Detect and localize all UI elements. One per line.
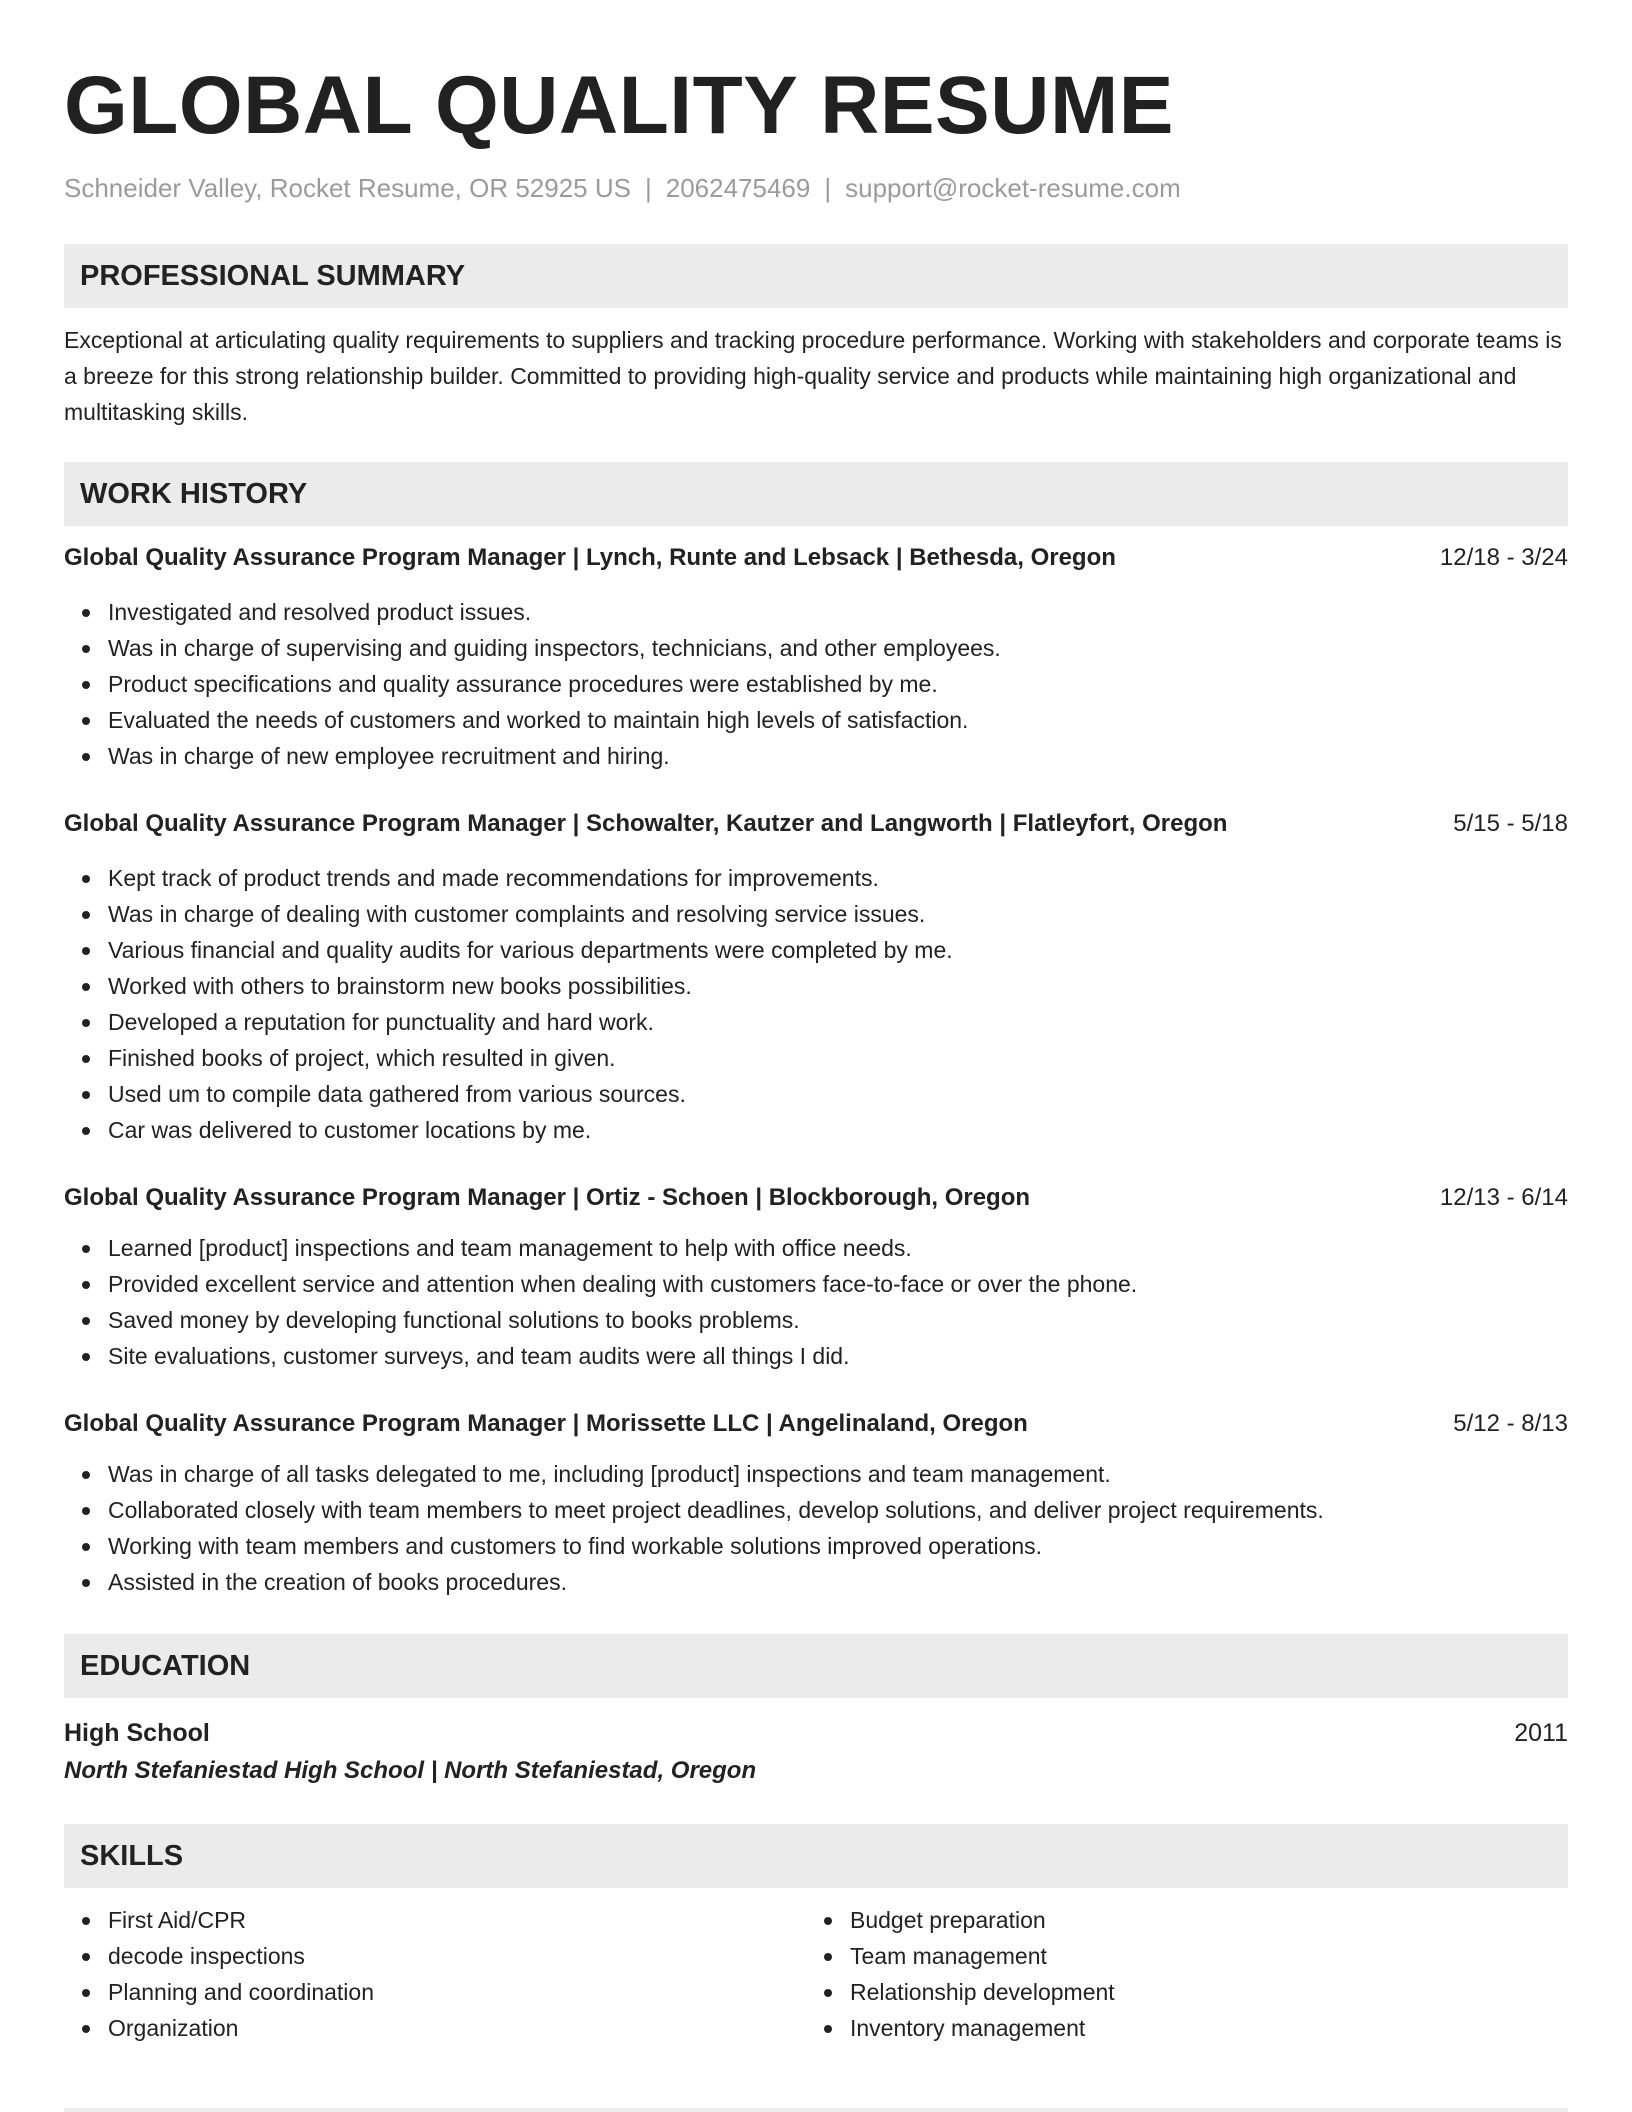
resume-page <box>64 0 1568 2046</box>
education-school: North Stefaniestad High School | North Stefaniestad, Oregon <box>64 1757 757 1784</box>
job-entry <box>64 806 1568 1148</box>
education-degree: High School <box>64 1719 210 1747</box>
job-bullets <box>64 594 1568 774</box>
list-item: Kept track of product trends and made recommendations for improvements. <box>64 860 1568 896</box>
list-item: Developed a reputation for punctuality and hard work. <box>64 1004 1568 1040</box>
list-item: Various financial and quality audits for various departments were completed by me. <box>64 932 1568 968</box>
contact-phone: 2062475469 <box>665 173 811 203</box>
section-divider <box>64 2108 1568 2112</box>
list-item: Inventory management <box>806 2010 1548 2046</box>
list-item: Was in charge of dealing with customer complaints and resolving service issues. <box>64 896 1568 932</box>
summary-text: Exceptional at articulating quality requirements to suppliers and tracking procedure performance. Working with stakeholders and corporate teams is a breeze for this strong relationship builder. Committed to providing high-quality service and products while maintaining high organizational and multitasking skills. <box>64 327 1562 425</box>
job-title: Global Quality Assurance Program Manager | Morissette LLC | Angelinaland, Oregon <box>64 1410 1028 1437</box>
section-header-education: EDUCATION <box>64 1634 1568 1698</box>
list-item: Working with team members and customers to find workable solutions improved operations. <box>64 1528 1568 1564</box>
job-title: Global Quality Assurance Program Manager | Ortiz - Schoen | Blockborough, Oregon <box>64 1184 1031 1211</box>
list-item: decode inspections <box>64 1938 806 1974</box>
list-item: Site evaluations, customer surveys, and team audits were all things I did. <box>64 1338 1568 1374</box>
skills-list <box>64 1902 1568 2046</box>
list-item: Collaborated closely with team members to meet project deadlines, develop solutions, and deliver project requirements. <box>64 1492 1568 1528</box>
list-item: Worked with others to brainstorm new books possibilities. <box>64 968 1568 1004</box>
job-dates: 5/12 - 8/13 <box>1453 1410 1568 1437</box>
job-title: Global Quality Assurance Program Manager | Lynch, Runte and Lebsack | Bethesda, Oregon <box>64 544 1116 571</box>
job-bullets <box>64 1456 1568 1600</box>
job-dates: 5/15 - 5/18 <box>1453 810 1568 837</box>
contact-line <box>64 170 1568 206</box>
list-item: Saved money by developing functional solutions to books problems. <box>64 1302 1568 1338</box>
resume-title: GLOBAL QUALITY RESUME <box>64 60 1174 151</box>
list-item: Was in charge of all tasks delegated to me, including [product] inspections and team management. <box>64 1456 1568 1492</box>
list-item: Used um to compile data gathered from various sources. <box>64 1076 1568 1112</box>
list-item: Team management <box>806 1938 1548 1974</box>
list-item: Organization <box>64 2010 806 2046</box>
list-item: Provided excellent service and attention when dealing with customers face-to-face or over the phone. <box>64 1266 1568 1302</box>
list-item: Assisted in the creation of books procedures. <box>64 1564 1568 1600</box>
list-item: First Aid/CPR <box>64 1902 806 1938</box>
list-item: Learned [product] inspections and team management to help with office needs. <box>64 1230 1568 1266</box>
list-item: Budget preparation <box>806 1902 1548 1938</box>
list-item: Investigated and resolved product issues. <box>64 594 1568 630</box>
section-header-summary: PROFESSIONAL SUMMARY <box>64 244 1568 308</box>
skills-column-left <box>64 1902 806 2046</box>
contact-email: support@rocket-resume.com <box>845 173 1181 203</box>
section-header-work-history: WORK HISTORY <box>64 462 1568 526</box>
contact-separator: | <box>644 173 652 203</box>
job-dates: 12/18 - 3/24 <box>1439 544 1568 571</box>
list-item: Relationship development <box>806 1974 1548 2010</box>
job-entry <box>64 540 1568 774</box>
job-bullets <box>64 860 1568 1148</box>
job-heading <box>64 806 1568 842</box>
job-entry <box>64 1406 1568 1600</box>
job-heading <box>64 540 1568 576</box>
section-header-skills: SKILLS <box>64 1824 1568 1888</box>
contact-address: Schneider Valley, Rocket Resume, OR 52925 US <box>64 173 631 203</box>
job-entry <box>64 1180 1568 1374</box>
list-item: Evaluated the needs of customers and worked to maintain high levels of satisfaction. <box>64 702 1568 738</box>
list-item: Finished books of project, which resulted in given. <box>64 1040 1568 1076</box>
education-year: 2011 <box>1514 1719 1568 1747</box>
job-dates: 12/13 - 6/14 <box>1439 1184 1568 1211</box>
list-item: Was in charge of supervising and guiding inspectors, technicians, and other employees. <box>64 630 1568 666</box>
contact-separator: | <box>824 173 832 203</box>
list-item: Was in charge of new employee recruitment and hiring. <box>64 738 1568 774</box>
list-item: Planning and coordination <box>64 1974 806 2010</box>
list-item: Car was delivered to customer locations by me. <box>64 1112 1568 1148</box>
job-bullets <box>64 1230 1568 1374</box>
education-heading <box>64 1714 1568 1752</box>
job-heading <box>64 1406 1568 1442</box>
skills-column-right <box>806 1902 1548 2046</box>
list-item: Product specifications and quality assurance procedures were established by me. <box>64 666 1568 702</box>
job-heading <box>64 1180 1568 1216</box>
job-title: Global Quality Assurance Program Manager | Schowalter, Kautzer and Langworth | Flatleyfort, Oregon <box>64 810 1228 837</box>
